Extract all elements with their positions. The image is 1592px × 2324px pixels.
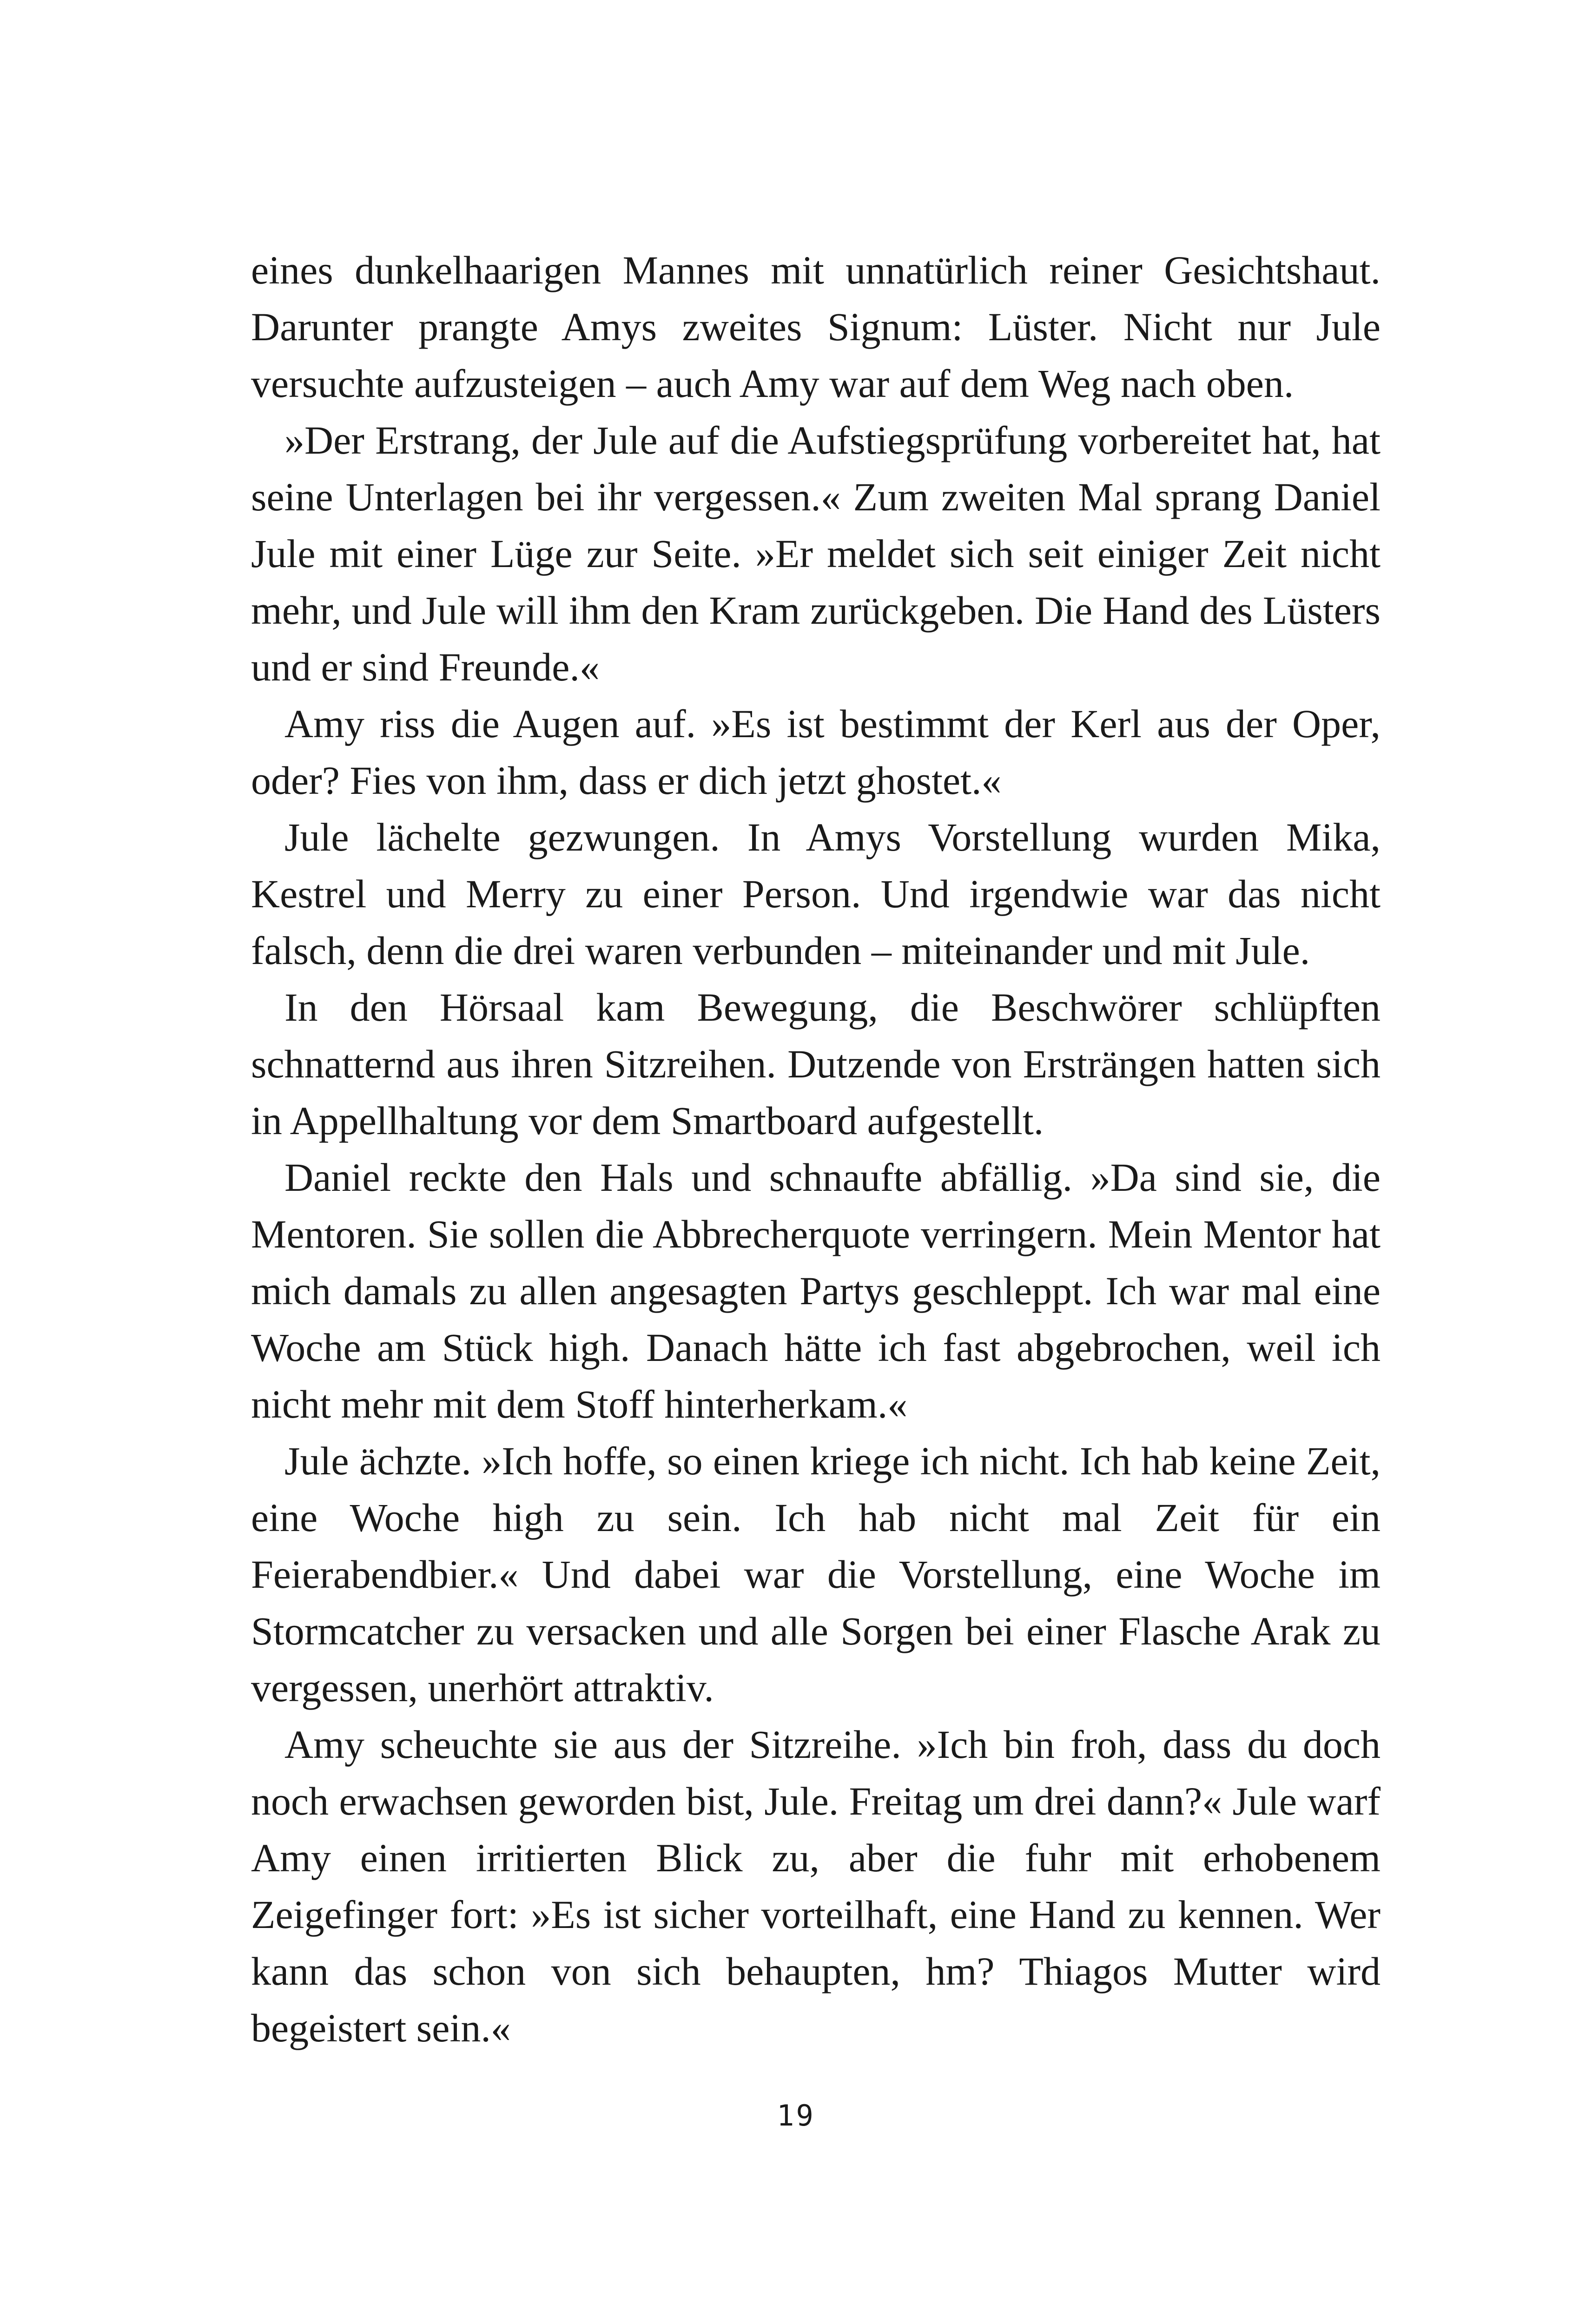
paragraph: Jule lächelte gezwungen. In Amys Vorstellung wurden Mika, Kestrel und Merry zu einer Person. Und irgendwie war das nicht falsch, denn die drei waren verbunden – miteinander und mit Jule.: [251, 815, 1381, 973]
paragraph: In den Hörsaal kam Bewegung, die Beschwörer schlüpften schnatternd aus ihren Sitzreihen. Dutzende von Ersträngen hatten sich in Appellhaltung vor dem Smartboard aufgestellt.: [251, 985, 1381, 1143]
paragraph: eines dunkelhaarigen Mannes mit unnatürlich reiner Gesichtshaut. Darunter prangte Amys zweites Signum: Lüster. Nicht nur Jule versuchte aufzusteigen – auch Amy war auf dem Weg nach oben.: [251, 248, 1381, 406]
paragraph: Amy scheuchte sie aus der Sitzreihe. »Ich bin froh, dass du doch noch erwachsen geworden bist, Jule. Freitag um drei dann?« Jule warf Amy einen irritierten Blick zu, aber die fuhr mit erhobenem Zeigefinger fort: »Es ist sicher vorteilhaft, eine Hand zu kennen. Wer kann das schon von sich behaupten, hm? Thiagos Mutter wird begeistert sein.«: [251, 1722, 1381, 2050]
paragraph: Jule ächzte. »Ich hoffe, so einen kriege ich nicht. Ich hab keine Zeit, eine Woche high zu sein. Ich hab nicht mal Zeit für ein Feierabendbier.« Und dabei war die Vorstellung, eine Woche im Stormcatcher zu versacken und alle Sorgen bei einer Flasche Arak zu vergessen, unerhört attraktiv.: [251, 1439, 1381, 1710]
page-number: 19: [777, 2099, 815, 2133]
body-text: [251, 242, 1381, 2056]
paragraph: Amy riss die Augen auf. »Es ist bestimmt der Kerl aus der Oper, oder? Fies von ihm, dass er dich jetzt ghostet.«: [251, 701, 1381, 803]
paragraph: Daniel reckte den Hals und schnaufte abfällig. »Da sind sie, die Mentoren. Sie sollen die Abbrecherquote verringern. Mein Mentor hat mich damals zu allen angesagten Partys geschleppt. Ich war mal eine Woche am Stück high. Danach hätte ich fast abgebrochen, weil ich nicht mehr mit dem Stoff hinterherkam.«: [251, 1155, 1381, 1426]
paragraph: »Der Erstrang, der Jule auf die Aufstiegsprüfung vorbereitet hat, hat seine Unterlagen bei ihr vergessen.« Zum zweiten Mal sprang Daniel Jule mit einer Lüge zur Seite. »Er meldet sich seit einiger Zeit nicht mehr, und Jule will ihm den Kram zurückgeben. Die Hand des Lüsters und er sind Freunde.«: [251, 418, 1381, 689]
